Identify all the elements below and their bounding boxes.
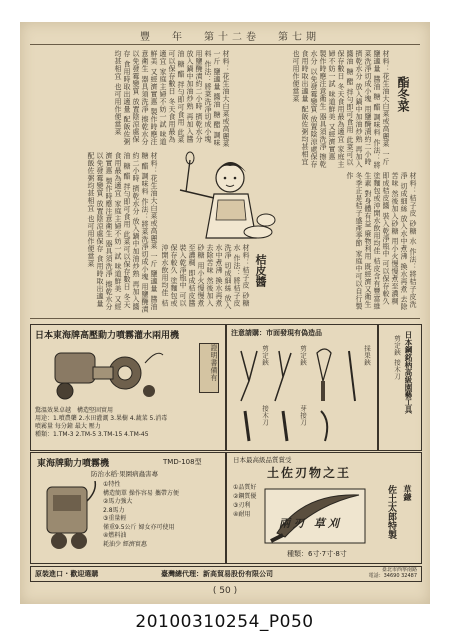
article2-title: 桔皮醬 xyxy=(254,254,267,287)
tools-brand-list: 剪定鋏 接木刀 xyxy=(393,335,401,380)
sickle-ad-title: 土佐刃物之王 xyxy=(267,466,352,480)
maker-short: 草鎌 xyxy=(403,485,413,501)
power-sprayer-ad xyxy=(30,452,226,564)
tool-label: 採果鋏 xyxy=(363,345,371,366)
article1-body-left: 材料：花生油大白菜或高麗菜 一斤 鹽適量 醬油 糖 醋 調味料 作法：將菜洗淨切成小塊 用鹽醃漬約二小時 擠乾水分 放入鍋中加油炒熟 再加入醬油 糖 醋 拌勻即可食用 此菜可以保存數日 冬天食用最為適宜 家庭主婦不妨一試 味道鮮美 又經濟實惠 製作時應注意衛生 器具須洗淨 擦乾水分 以免發霉變質 放置陰涼處保存 食用時取出適量 配飯佐粥均甚相宜 也可用作便當菜 xyxy=(87,152,158,313)
company-contact: 臺北市西寧南路 電話：34690 32487 xyxy=(368,567,417,579)
sprayer-machine-illustration xyxy=(45,343,165,403)
power-sprayer-title: 東海牌動力噴霧機 xyxy=(37,459,110,469)
certificate-badge: 證明書備有 xyxy=(199,343,219,393)
power-sprayer-features: ①特性 構造簡單 操作容易 攜帶方便 ②馬力強大 2.8馬力 ③重量輕 僅重9.5公斤 婦女亦可使用 ④燃料油 耗油少 經濟實惠 xyxy=(103,481,179,548)
company-tagline: 原裝進口 ‧ 歡迎選購 xyxy=(35,570,99,578)
page xyxy=(20,22,430,604)
page-header: 豐 年 第十二卷 第七期 xyxy=(140,32,320,43)
article-title: 酯冬菜 xyxy=(396,76,410,112)
sprayer-ad xyxy=(30,324,226,451)
sprayer-ad-title: 日本東海牌高壓動力噴霧灌水兩用機 xyxy=(35,331,180,341)
sickle-ad xyxy=(226,452,422,564)
sickle-ad-subtitle: 日本最高級品質賞受 xyxy=(233,456,292,464)
company-name: 臺灣總代理：新高貿易股份有限公司 xyxy=(161,570,273,578)
ads-rule xyxy=(30,318,420,319)
article-body-continued: 材料：花生油大白菜或高麗菜 一斤 鹽適量 醬油 糖 醋 調味料 作法：將菜洗淨切成小塊 用鹽醃漬約二小時 擠乾水分 放入鍋中加油炒熟 再加入醬油 糖 醋 拌勻即可食用 此菜可以保存數日 冬天食用最為適宜 家庭主婦不妨一試 味道鮮美 又經濟實惠 製作時應注意衛生 器具須洗淨 擦乾水分 以免發霉變質 放置陰涼處保存 食用時取出適量 配飯佐粥均甚相宜 也可用作便當菜 xyxy=(114,50,230,148)
tool-label: 芽接刀 xyxy=(299,405,307,426)
article2-body-continued: 材料：桔子皮 砂糖 水 作法：將桔子皮洗淨 切成細絲 放入水中煮沸 換水再煮 去除苦味 然後加入砂糖 用小火慢慢煮至濃稠 即成桔皮醬 裝入乾淨瓶中 可以保存較久 塗麵包或沖開水飲用均佳 桔 xyxy=(161,244,250,310)
tools-notice xyxy=(226,324,378,451)
article-body: 材料：花生油大白菜或高麗菜 一斤 鹽適量 醬油 糖 醋 調味料 作法：將菜洗淨切成小塊 用鹽醃漬約二小時 擠乾水分 放入鍋中加油炒熟 再加入醬油 糖 醋 拌勻即可食用 此菜可以保存數日 冬天食用最為適宜 家庭主婦不妨一試 味道鮮美 又經濟實惠 製作時應注意衛生 器具須洗淨 擦乾水分 以免發霉變質 放置陰涼處保存 食用時取出適量 配飯佐粥均甚相宜 也可用作便當菜 xyxy=(292,50,390,169)
cooking-woman-illustration xyxy=(168,150,288,250)
sprayer-specs: 驚溫效果卓越 構造堅固實用 用途：1.噴農藥 2.水田灌溉 3.果樹 4.蔬菜 5.消毒 噴霧量 每分鐘 最大 壓力 種類：1.TM-3 2.TM-5 3.TM-15 4.TM-45 xyxy=(35,407,168,438)
backpack-sprayer-illustration xyxy=(39,481,99,556)
maker-name: 佐土太郎特製 xyxy=(386,485,396,539)
tools-notice-title: 注意請購：市面發現有偽造品 xyxy=(231,329,322,337)
tool-label: 剪定鋏 xyxy=(299,345,307,366)
image-caption: 20100310254_P050 xyxy=(135,612,314,632)
header-rule xyxy=(30,44,420,45)
page-number: ( 50 ) xyxy=(212,586,238,596)
company-bar xyxy=(30,566,422,582)
sickle-label: 兩刃 草刈 xyxy=(279,517,342,530)
tools-brand-title: 日本鋼銘柄高級園藝工具 xyxy=(404,331,413,414)
power-sprayer-subtitle: 防治水稻‧果園病蟲害專 xyxy=(91,470,159,478)
article2-body: 材料：桔子皮 砂糖 水 作法：將桔子皮洗淨 切成細絲 放入水中煮沸 換水再煮 去除苦味 然後加入砂糖 用小火慢慢煮至濃稠 即成桔皮醬 裝入乾淨瓶中 可以保存較久 塗麵包或沖開水飲用均佳 桔皮含有豐富維生素 對身體有益 廢物利用 既經濟又衛生 冬季正是桔子盛產季節 家庭中可以自行製作 xyxy=(346,172,417,311)
tool-label: 接木刀 xyxy=(261,405,269,426)
tool-label: 剪定鋏 xyxy=(261,345,269,366)
model-label: TMD-108型 xyxy=(163,458,202,466)
sickle-features: ①品質好 ②鋼質優 ③刃利 ④耐用 xyxy=(233,484,257,518)
tools-brand-ad xyxy=(378,324,422,451)
sickle-sizes: 種類：6寸‧7寸‧8寸 xyxy=(287,550,347,558)
